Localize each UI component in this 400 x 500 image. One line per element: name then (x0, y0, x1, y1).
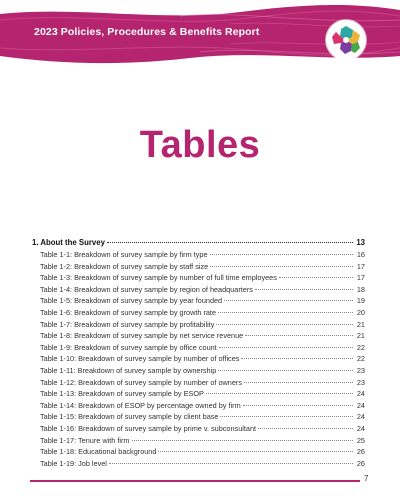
leader-dots (158, 451, 353, 452)
leader-dots (210, 266, 353, 267)
toc-entry-label: Table 1-11: Breakdown of survey sample by ownership (40, 365, 217, 375)
toc-entry-page: 21 (356, 319, 365, 329)
toc-section-page: 13 (356, 238, 365, 247)
toc-entry-list (32, 249, 365, 469)
toc-entry-row[interactable] (32, 423, 365, 435)
leader-dots (210, 254, 354, 255)
leader-dots (220, 416, 353, 417)
toc-section-row[interactable] (32, 237, 365, 249)
toc-entry-label: Table 1-1: Breakdown of survey sample by firm type (40, 250, 208, 259)
toc-section-label: 1. About the Survey (32, 238, 105, 247)
header-banner (0, 0, 400, 68)
toc-entry-label: Table 1-17: Tenure with firm (40, 435, 130, 445)
toc-entry-row[interactable] (32, 249, 365, 261)
toc-entry-row[interactable] (32, 284, 365, 296)
toc-entry-page: 22 (356, 342, 365, 352)
toc-entry-label: Table 1-2: Breakdown of survey sample by staff size (40, 261, 209, 271)
toc-entry-label: Table 1-3: Breakdown of survey sample by number of full time employees (40, 273, 277, 283)
toc-entry-page: 26 (356, 458, 365, 468)
toc-entry-page: 24 (356, 412, 365, 422)
toc-entry-page: 23 (356, 377, 365, 387)
toc-entry-page: 25 (356, 435, 365, 445)
toc-entry-label: Table 1-7: Breakdown of survey sample by profitability (40, 319, 215, 329)
toc-entry-row[interactable] (32, 400, 365, 412)
toc-entry-page: 17 (356, 261, 365, 271)
report-title: 2023 Policies, Procedures & Benefits Report (34, 26, 260, 38)
toc-entry-label: Table 1-13: Breakdown of survey sample by ESOP (40, 389, 204, 399)
leader-dots (107, 242, 353, 243)
leader-dots (244, 382, 353, 383)
leader-dots (219, 347, 353, 348)
toc-entry-row[interactable] (32, 365, 365, 377)
toc-entry-row[interactable] (32, 435, 365, 447)
toc-entry-label: Table 1-15: Breakdown of survey sample by client base (40, 412, 219, 422)
toc-entry-label: Table 1-19: Job level (40, 458, 107, 468)
toc-entry-row[interactable] (32, 353, 365, 365)
leader-dots (224, 300, 353, 301)
toc-entry-row[interactable] (32, 307, 365, 319)
toc-entry-page: 16 (356, 250, 365, 259)
toc-entry-row[interactable] (32, 272, 365, 284)
toc-entry-page: 22 (356, 354, 365, 364)
leader-dots (218, 370, 353, 371)
toc-entry-row[interactable] (32, 458, 365, 470)
leader-dots (216, 324, 353, 325)
toc-entry-page: 26 (356, 447, 365, 457)
leader-dots (218, 312, 353, 313)
leader-dots (206, 393, 353, 394)
toc-entry-label: Table 1-4: Breakdown of survey sample by region of headquarters (40, 284, 253, 294)
toc-entry-page: 19 (356, 296, 365, 306)
logo (326, 20, 366, 60)
toc-entry-label: Table 1-16: Breakdown of survey sample by prime v. subconsultant (40, 423, 257, 433)
toc-entry-label: Table 1-14: Breakdown of ESOP by percentage owned by firm (40, 400, 241, 410)
toc-entry-row[interactable] (32, 342, 365, 354)
toc-entry-row[interactable] (32, 377, 365, 389)
toc-entry-page: 23 (356, 365, 365, 375)
leader-dots (109, 463, 353, 464)
toc-entry-row[interactable] (32, 446, 365, 458)
toc-entry-row[interactable] (32, 330, 365, 342)
footer-rule (30, 480, 360, 482)
leader-dots (243, 405, 353, 406)
page-number: 7 (364, 474, 369, 483)
leader-dots (279, 277, 353, 278)
leader-dots (132, 440, 354, 441)
toc-entry-label: Table 1-8: Breakdown of survey sample by net service revenue (40, 331, 244, 341)
toc-entry-label: Table 1-5: Breakdown of survey sample by year founded (40, 296, 223, 306)
page-title: Tables (139, 124, 261, 166)
colorful-puzzle-gear-logo-icon (326, 20, 366, 60)
toc-entry-page: 18 (356, 284, 365, 294)
table-of-contents (32, 237, 365, 469)
toc-entry-label: Table 1-10: Breakdown of survey sample by number of offices (40, 354, 240, 364)
toc-entry-label: Table 1-18: Educational background (40, 447, 157, 457)
leader-dots (245, 335, 353, 336)
toc-entry-page: 21 (356, 331, 365, 341)
toc-entry-label: Table 1-6: Breakdown of survey sample by growth rate (40, 307, 217, 317)
toc-entry-page: 24 (356, 423, 365, 433)
leader-dots (258, 428, 353, 429)
toc-entry-label: Table 1-9: Breakdown of survey sample by office count (40, 342, 217, 352)
toc-entry-page: 24 (356, 389, 365, 399)
toc-entry-page: 24 (356, 400, 365, 410)
toc-entry-label: Table 1-12: Breakdown of survey sample by number of owners (40, 377, 242, 387)
leader-dots (255, 289, 353, 290)
toc-entry-row[interactable] (32, 261, 365, 273)
leader-dots (241, 358, 353, 359)
toc-entry-row[interactable] (32, 295, 365, 307)
toc-entry-row[interactable] (32, 388, 365, 400)
toc-entry-page: 17 (356, 273, 365, 283)
toc-entry-page: 20 (356, 307, 365, 317)
toc-entry-row[interactable] (32, 411, 365, 423)
toc-entry-row[interactable] (32, 319, 365, 331)
